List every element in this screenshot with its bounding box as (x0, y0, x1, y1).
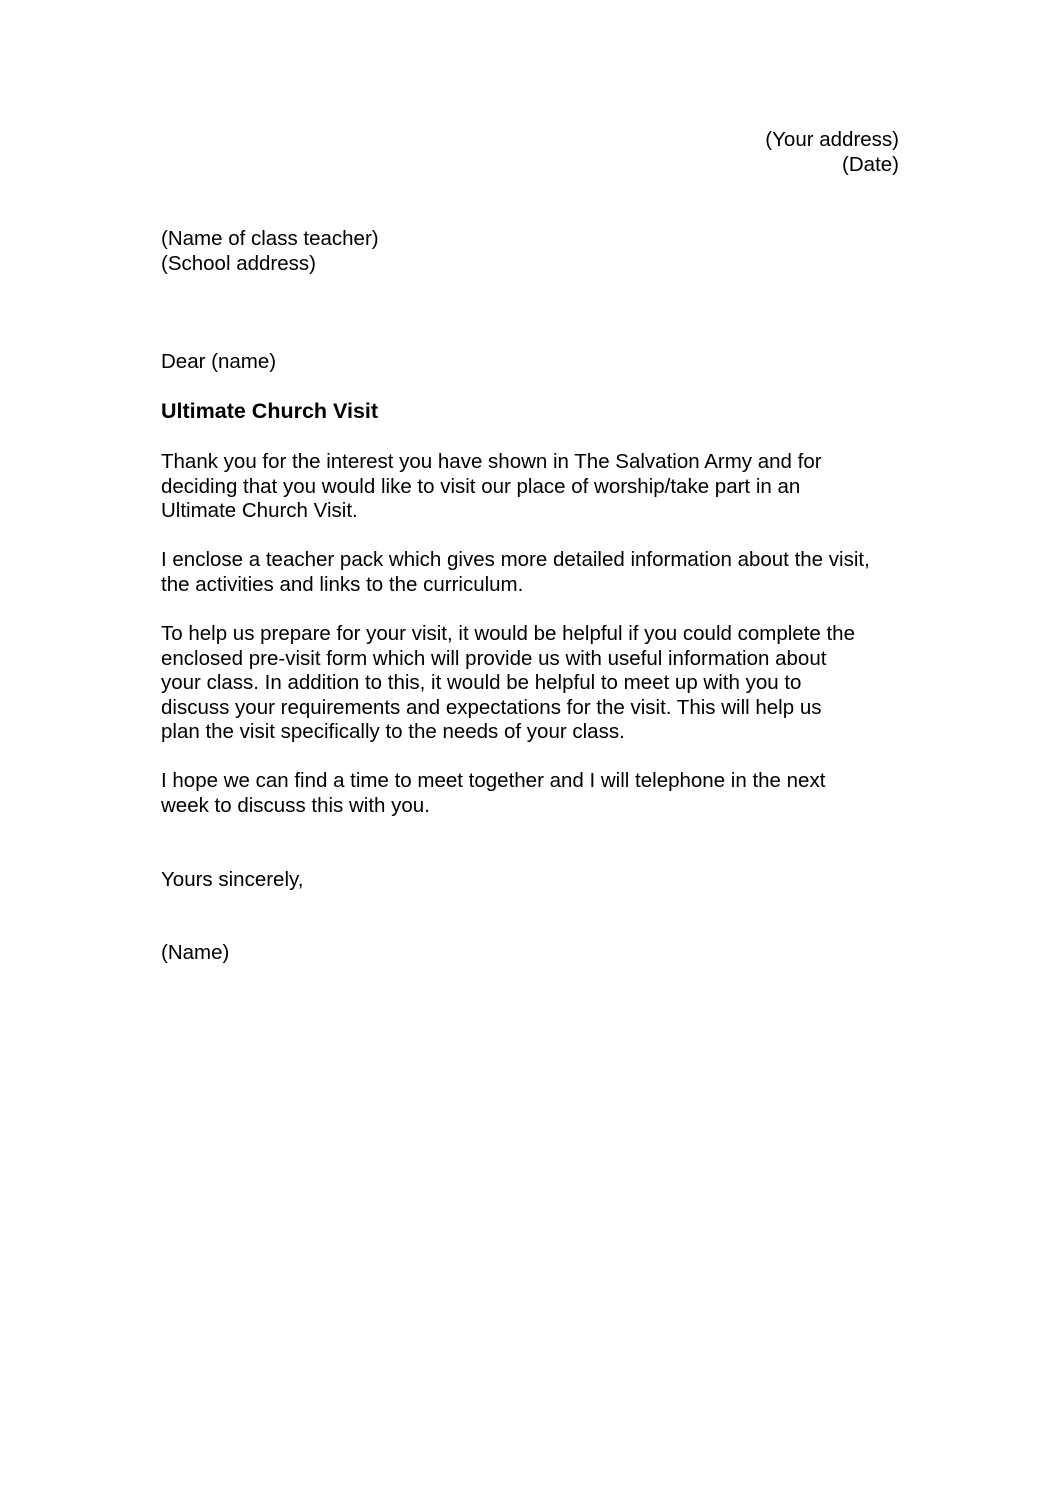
paragraph-line: To help us prepare for your visit, it would be helpful if you could complete the (161, 622, 855, 645)
recipient-address: (School address) (161, 252, 316, 275)
paragraph-line: I hope we can find a time to meet together and I will telephone in the next (161, 769, 826, 792)
signature-name: (Name) (161, 941, 230, 964)
recipient-name: (Name of class teacher) (161, 227, 379, 250)
salutation: Dear (name) (161, 350, 277, 373)
closing: Yours sincerely, (161, 868, 304, 891)
paragraph-thanks (161, 450, 921, 524)
paragraph-meeting (161, 769, 921, 818)
paragraph-line: plan the visit specifically to the needs of your class. (161, 720, 625, 743)
paragraph-line: your class. In addition to this, it would be helpful to meet up with you to (161, 671, 802, 694)
paragraph-line: Ultimate Church Visit. (161, 499, 358, 522)
paragraph-preparation (161, 622, 921, 745)
letter-date: (Date) (842, 153, 899, 176)
letter-subject: Ultimate Church Visit (161, 399, 379, 423)
paragraph-line: Thank you for the interest you have shown in The Salvation Army and for (161, 450, 822, 473)
paragraph-line: the activities and links to the curriculum. (161, 572, 524, 596)
paragraph-line: discuss your requirements and expectations for the visit. This will help us (161, 695, 822, 719)
paragraph-line: deciding that you would like to visit our place of worship/take part in an (161, 474, 801, 498)
paragraph-line: I enclose a teacher pack which gives more detailed information about the visit, (161, 548, 870, 571)
paragraph-teacher-pack (161, 548, 921, 597)
sender-address: (Your address) (765, 128, 899, 151)
paragraph-line: enclosed pre-visit form which will provide us with useful information about (161, 646, 827, 670)
paragraph-line: week to discuss this with you. (161, 793, 430, 817)
